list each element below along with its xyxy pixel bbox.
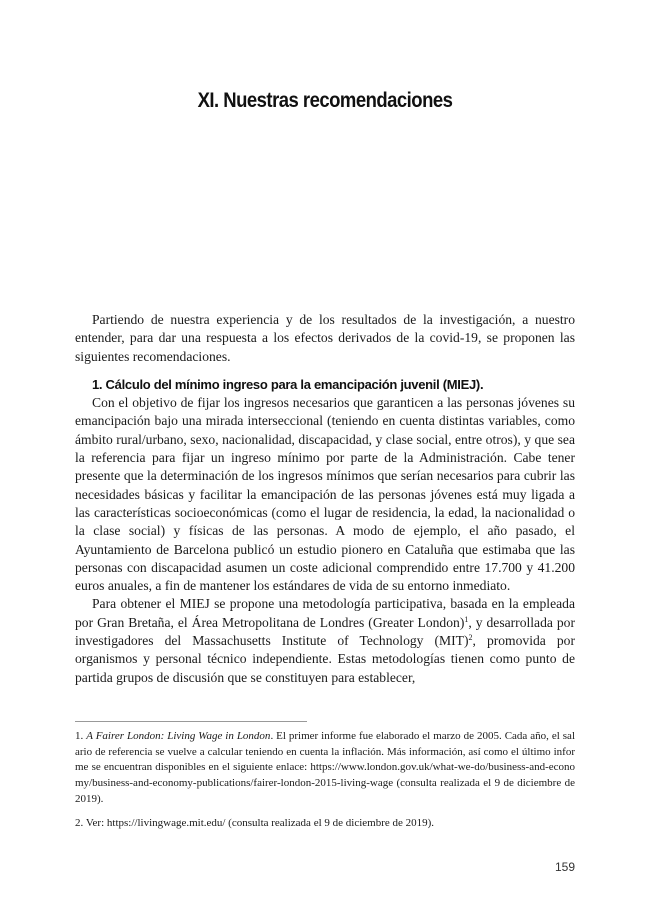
footnote-2-number: 2.	[75, 816, 84, 829]
footnotes	[75, 729, 575, 839]
footnote-divider	[75, 721, 307, 722]
footnote-1-text: . El primer informe fue elaborado el marzo de 2005. Cada año, el salario de referencia se vuelve a calcular teniendo en cuenta la inflación. Más información, así como el último informe se encuentran disponibles en el siguiente enlace: https://www.london.gov.uk/what-we-do/business-and-economy/business-and-economy-publications/fairer-london-2015-living-wage (consulta realizada el 9 de diciembre de 2019).	[75, 730, 575, 805]
section-heading: 1. Cálculo del mínimo ingreso para la emancipación juvenil (MIEJ).	[92, 376, 484, 392]
page-number: 159	[554, 860, 575, 874]
paragraph-2	[75, 595, 575, 686]
paragraph-2-part-b: , y desarrollada por investigadores del Massachusetts Institute of Technology (MIT)	[75, 614, 575, 649]
footnote-2-text: Ver: https://livingwage.mit.edu/ (consulta realizada el 9 de diciembre de 2019).	[85, 816, 435, 829]
body-text	[75, 311, 575, 687]
intro-paragraph: Partiendo de nuestra experiencia y de los resultados de la investigación, a nuestro entender, para dar una respuesta a los efectos derivados de la covid-19, se proponen las siguientes recomendaciones.	[75, 312, 575, 364]
paragraph-2-part-a: Para obtener el MIEJ se propone una metodología participativa, basada en la empleada por Gran Bretaña, el Área Metropolitana de Londres (Greater London)	[75, 596, 575, 630]
footnote-ref-1[interactable]: 1	[464, 614, 469, 624]
footnote-1	[75, 729, 575, 808]
footnote-2	[75, 816, 575, 832]
footnote-ref-2[interactable]: 2	[468, 633, 473, 643]
paragraph-1: Con el objetivo de fijar los ingresos necesarios que garanticen a las personas jóvenes su emancipación bajo una mirada interseccional (teniendo en cuenta distintas variables, como ámbito rural/urbano, sexo, nacionalidad, discapacidad, y clase social, entre otros), y que sea la referencia para fijar un ingreso mínimo por parte de la Administración. Cabe tener presente que la determinación de los ingresos mínimos que serían necesarios para cubrir las necesidades básicas y facilitar la emancipación de las personas jóvenes está muy ligada a las características socioeconómicas (como el lugar de residencia, la edad, la nacionalidad o la clase social) y físicas de las personas. A modo de ejemplo, el año pasado, el Ayuntamiento de Barcelona publicó un estudio pionero en Cataluña que estimaba que las personas con discapacidad asumen un coste adicional comprendido entre 17.700 y 41.200 euros anuales, a fin de mantener los estándares de vida de su entorno inmediato.	[75, 395, 575, 594]
footnote-1-number: 1.	[75, 730, 84, 742]
paragraph-2-part-c: , promovida por organismos y personal técnico independiente. Estas metodologías tienen como punto de partida grupos de discusión que se constituyen para establecer,	[75, 633, 575, 685]
footnote-1-title: A Fairer London: Living Wage in London	[86, 730, 271, 742]
chapter-title: XI. Nuestras recomendaciones	[197, 88, 453, 112]
